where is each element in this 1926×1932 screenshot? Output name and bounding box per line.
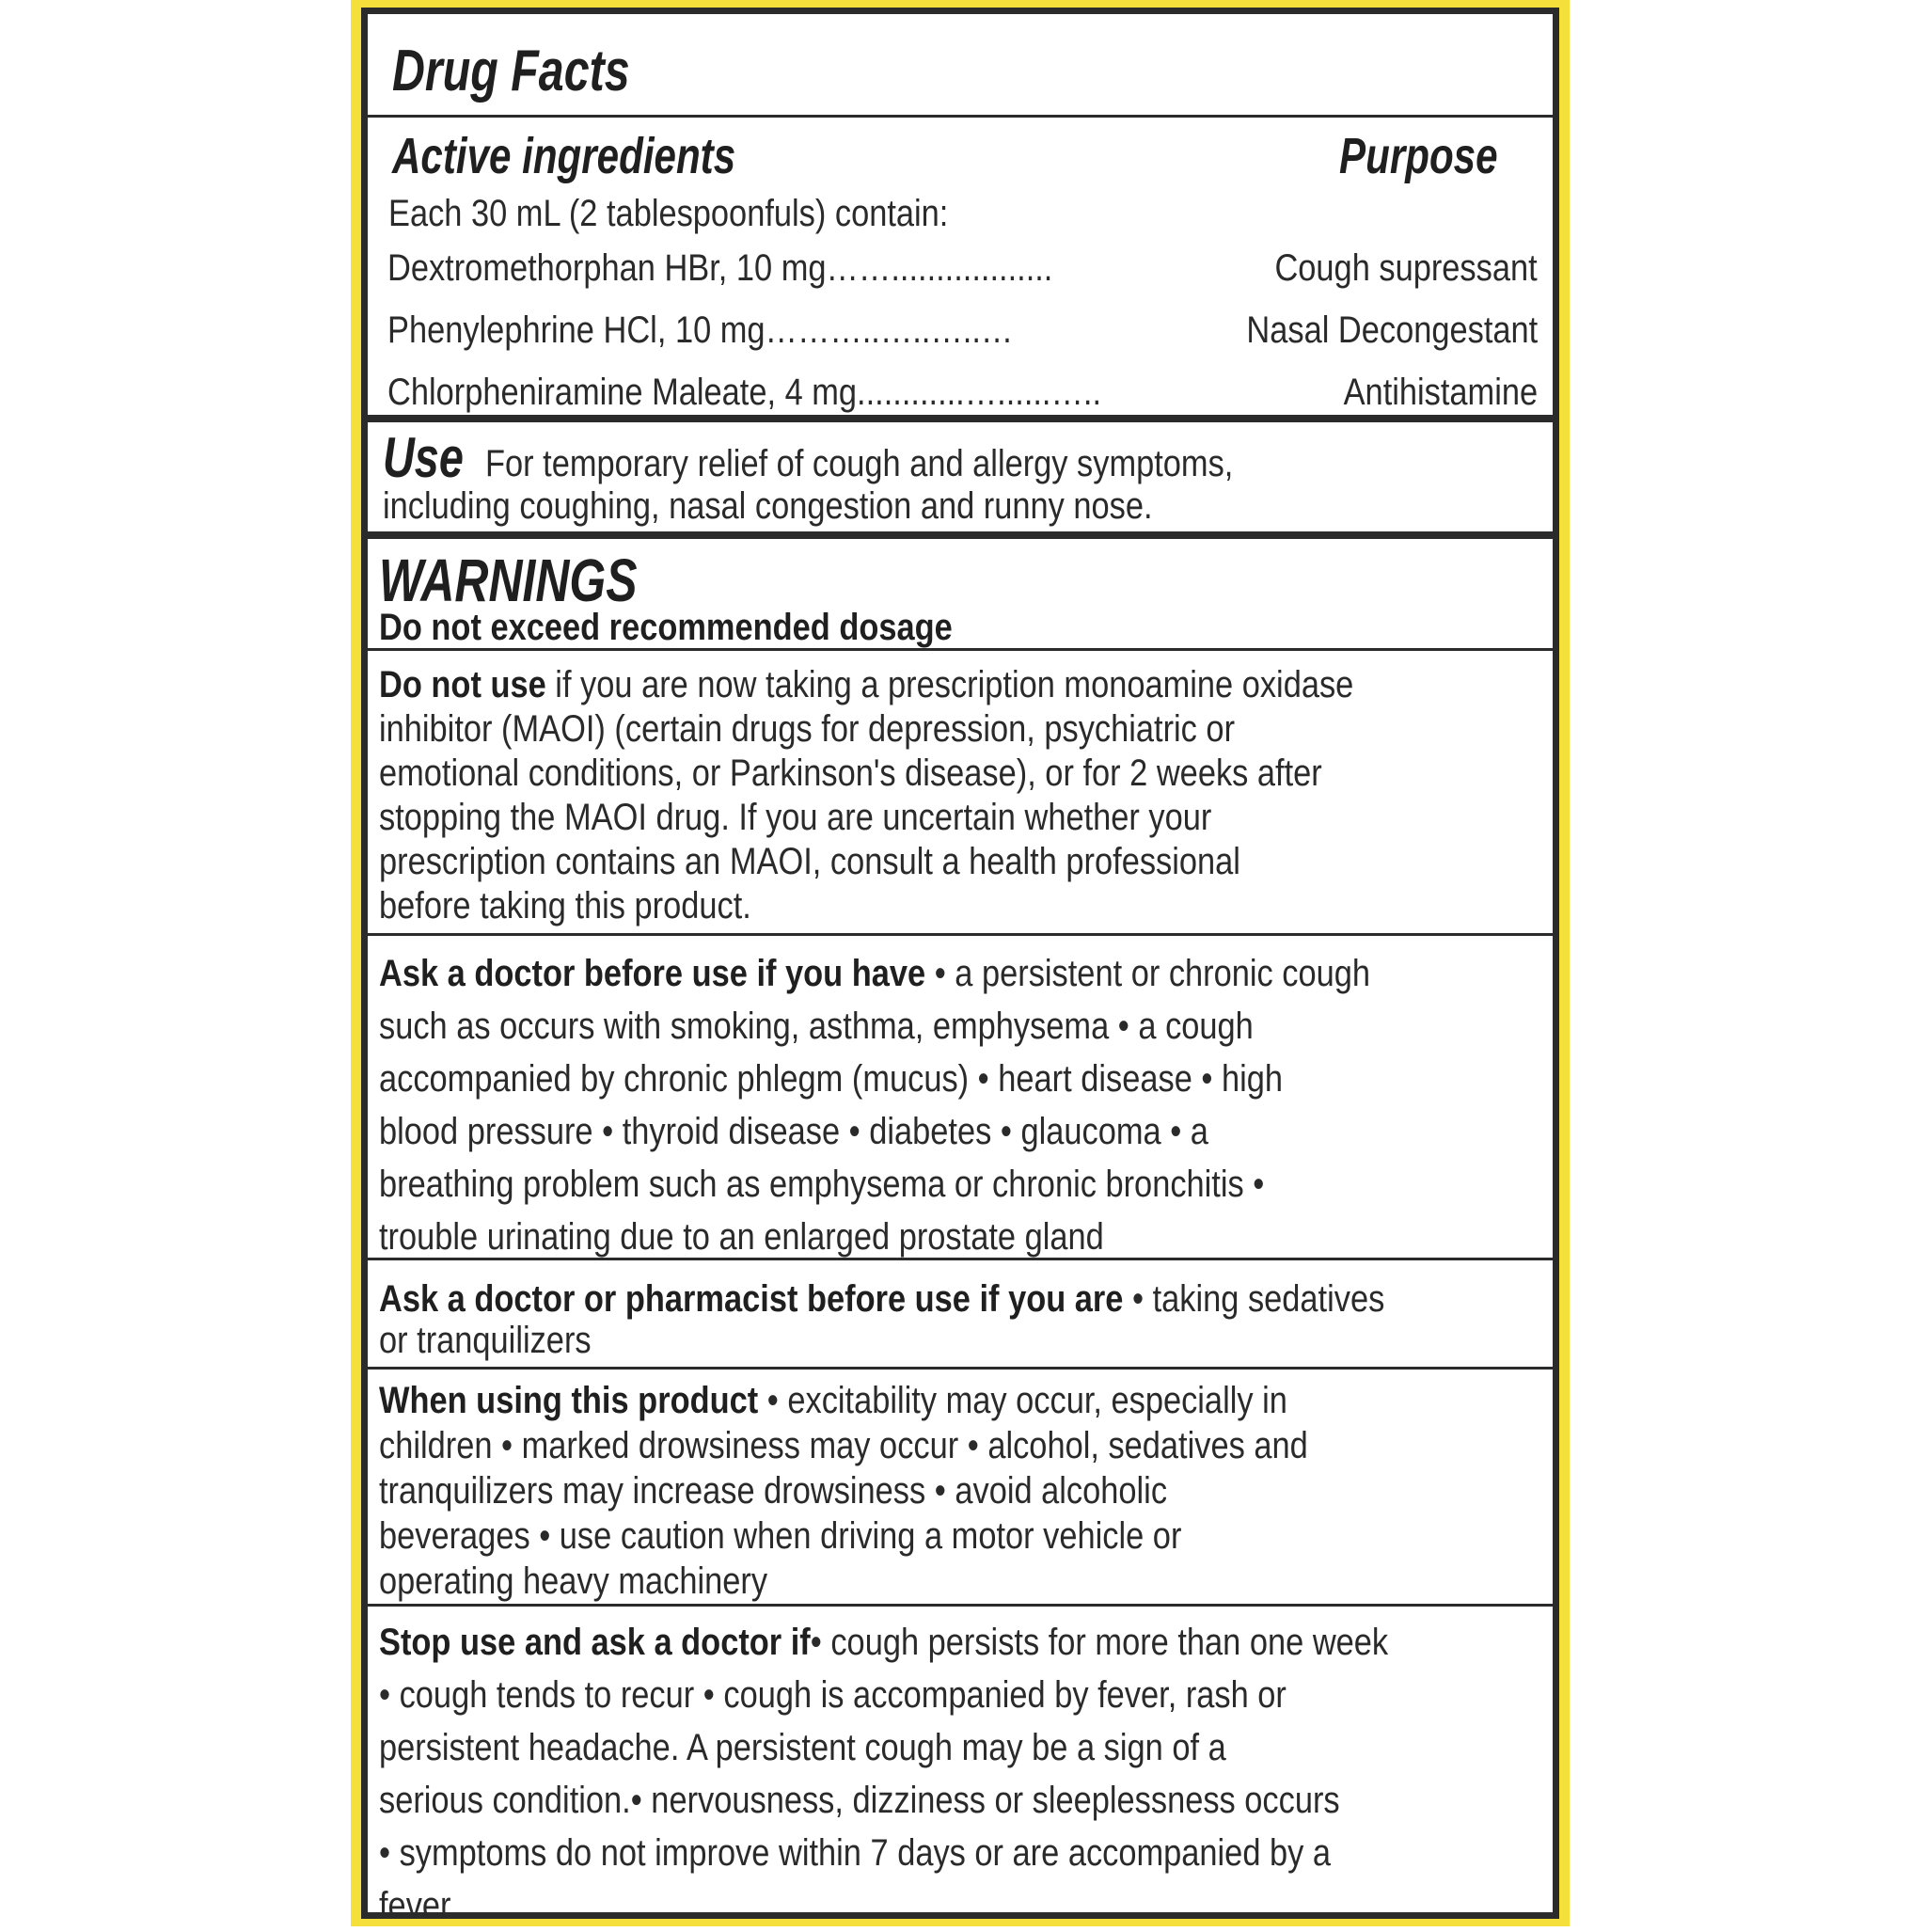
use-heading: Use — [383, 426, 464, 489]
divider — [368, 115, 1553, 118]
ask-pharmacist-label: Ask a doctor or pharmacist before use if you are — [379, 1278, 1124, 1320]
do-not-use-block — [379, 663, 1353, 928]
warnings-heading: WARNINGS — [379, 546, 638, 614]
ingredient-name: Dextromethorphan HBr, 10 mg…….................. — [387, 247, 1053, 289]
ingredient-name: Phenylephrine HCl, 10 mg………..…..…..… — [387, 309, 1014, 351]
ask-pharmacist-block — [379, 1278, 1384, 1361]
stop-use-text: persistent headache. A persistent cough may be a sign of a — [379, 1727, 1226, 1768]
divider — [368, 1367, 1553, 1370]
do-not-use-text: before taking this product. — [379, 885, 751, 926]
when-using-text: • excitability may occur, especially in — [758, 1380, 1287, 1421]
when-using-text: operating heavy machinery — [379, 1560, 768, 1602]
when-using-label: When using this product — [379, 1380, 759, 1421]
stop-use-text: • symptoms do not improve within 7 days or are accompanied by a — [379, 1832, 1332, 1874]
do-not-use-text: inhibitor (MAOI) (certain drugs for depression, psychiatric or — [379, 708, 1236, 750]
use-text-line-2: including coughing, nasal congestion and runny nose. — [383, 485, 1153, 527]
active-ingredients-intro: Each 30 mL (2 tablespoonfuls) contain: — [388, 193, 949, 234]
divider — [368, 1258, 1553, 1260]
stop-use-label: Stop use and ask a doctor if — [379, 1622, 811, 1663]
ingredient-row-chlorpheniramine — [368, 372, 1553, 413]
do-not-use-text: if you are now taking a prescription monoamine oxidase — [545, 664, 1354, 705]
divider — [368, 648, 1553, 651]
ask-doctor-block — [379, 947, 1370, 1263]
stop-use-text: serious condition.• nervousness, dizziness or sleeplessness occurs — [379, 1780, 1340, 1821]
ingredient-purpose: Antihistamine — [1343, 372, 1538, 413]
ask-doctor-text: • a persistent or chronic cough — [925, 953, 1371, 994]
ingredient-purpose: Nasal Decongestant — [1246, 309, 1538, 351]
ask-doctor-text: blood pressure • thyroid disease • diabetes • glaucoma • a — [379, 1111, 1208, 1152]
ingredient-name: Chlorpheniramine Maleate, 4 mg............…......….. — [387, 372, 1102, 413]
when-using-text: children • marked drowsiness may occur • alcohol, sedatives and — [379, 1425, 1308, 1466]
active-ingredients-heading: Active ingredients — [392, 128, 736, 184]
ingredient-row-dextromethorphan — [368, 247, 1553, 289]
do-not-use-text: stopping the MAOI drug. If you are uncertain whether your — [379, 797, 1212, 838]
ingredient-purpose: Cough supressant — [1274, 247, 1538, 289]
ask-pharmacist-text: or tranquilizers — [379, 1320, 592, 1361]
stop-use-text: fever — [379, 1885, 451, 1926]
ask-doctor-label: Ask a doctor before use if you have — [379, 953, 926, 994]
do-not-use-text: emotional conditions, or Parkinson's disease), or for 2 weeks after — [379, 752, 1322, 794]
drug-facts-title: Drug Facts — [392, 39, 630, 103]
ask-doctor-text: accompanied by chronic phlegm (mucus) • heart disease • high — [379, 1058, 1284, 1100]
purpose-heading: Purpose — [1339, 128, 1498, 184]
ask-pharmacist-text: • taking sedatives — [1123, 1278, 1385, 1320]
stop-use-block — [379, 1616, 1388, 1932]
ask-doctor-text: trouble urinating due to an enlarged prostate gland — [379, 1216, 1104, 1258]
do-not-use-label: Do not use — [379, 664, 546, 705]
stop-use-text: • cough persists for more than one week — [810, 1622, 1389, 1663]
when-using-block — [379, 1378, 1308, 1604]
section-divider — [368, 415, 1553, 422]
warnings-subheading: Do not exceed recommended dosage — [379, 607, 953, 648]
when-using-text: beverages • use caution when driving a motor vehicle or — [379, 1515, 1182, 1557]
when-using-text: tranquilizers may increase drowsiness • avoid alcoholic — [379, 1470, 1168, 1512]
drug-facts-panel — [361, 8, 1559, 1926]
ingredient-row-phenylephrine — [368, 309, 1553, 351]
divider — [368, 933, 1553, 936]
stop-use-text: • cough tends to recur • cough is accompanied by fever, rash or — [379, 1674, 1287, 1716]
ask-doctor-text: breathing problem such as emphysema or chronic bronchitis • — [379, 1164, 1265, 1205]
ask-doctor-text: such as occurs with smoking, asthma, emphysema • a cough — [379, 1006, 1254, 1047]
do-not-use-text: prescription contains an MAOI, consult a health professional — [379, 841, 1240, 882]
divider — [368, 1604, 1553, 1607]
use-text-line-1: For temporary relief of cough and allergy symptoms, — [485, 443, 1234, 484]
section-divider — [368, 531, 1553, 539]
